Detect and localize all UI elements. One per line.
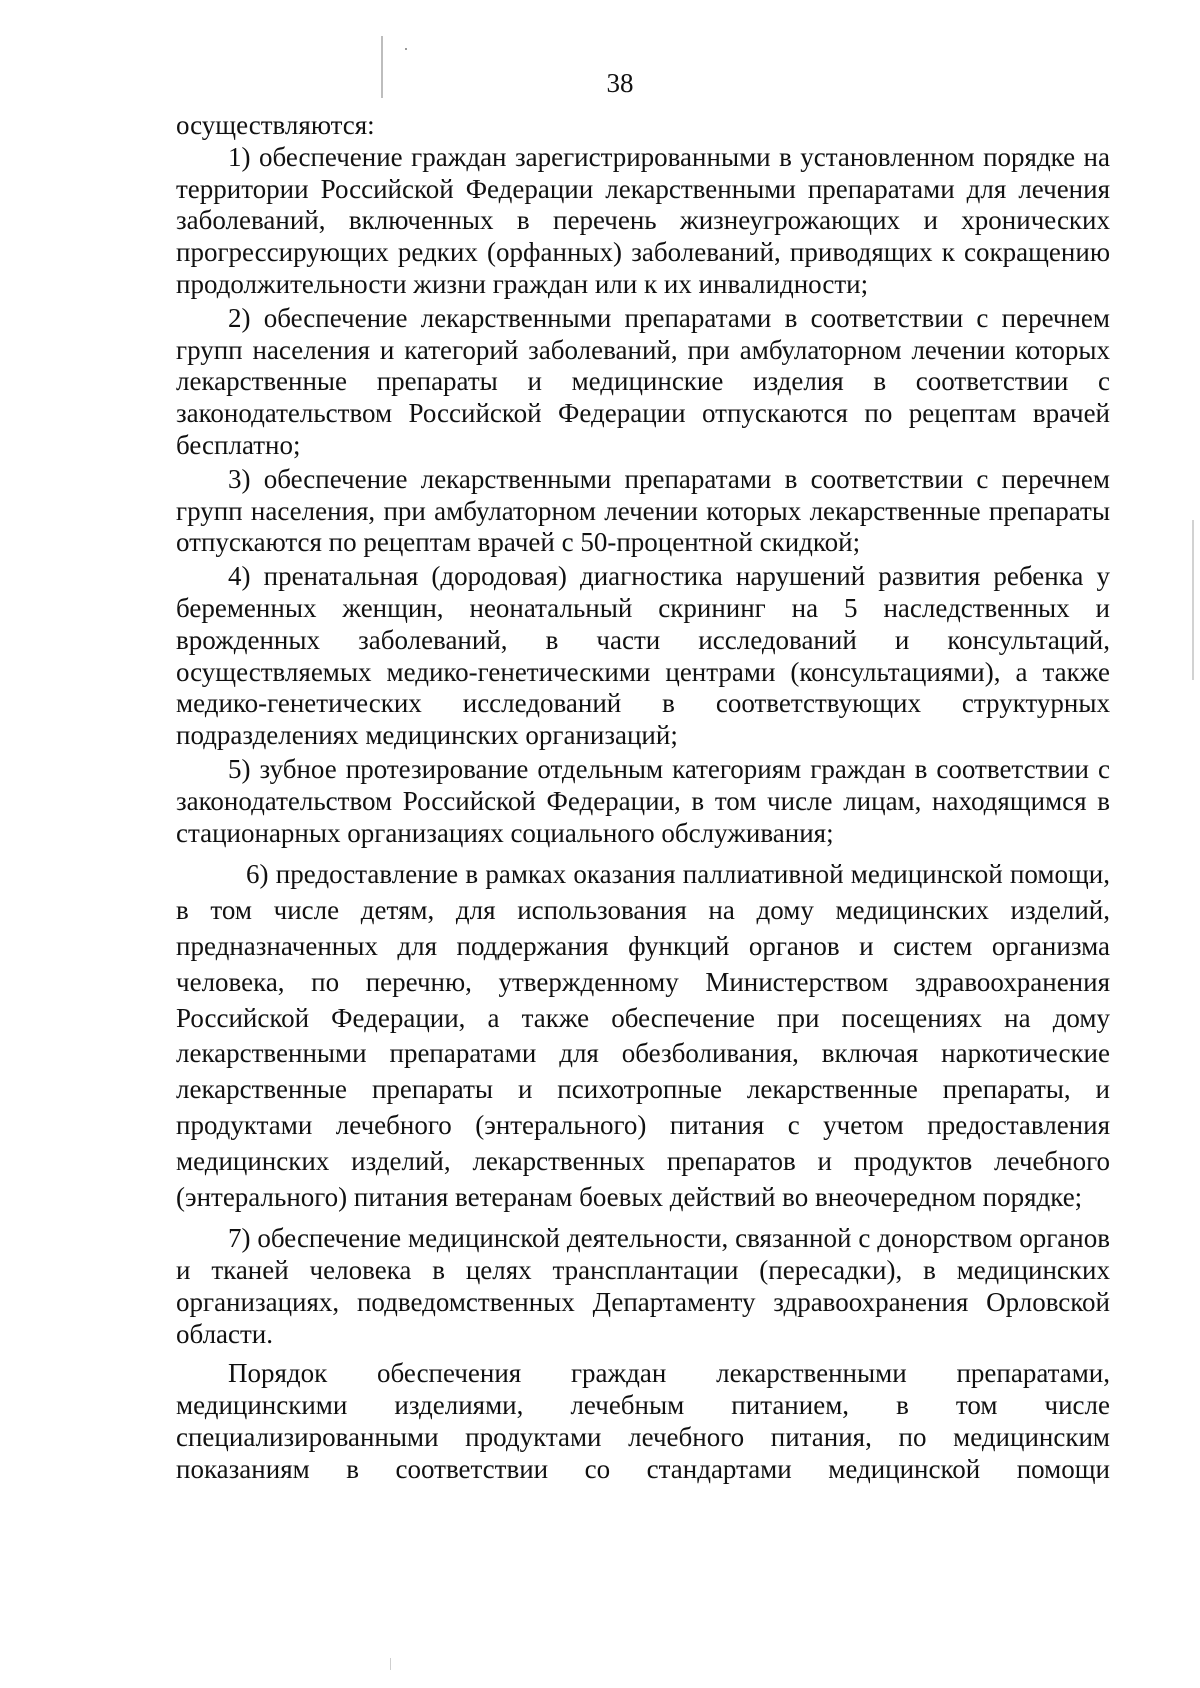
paragraph-item-2: 2) обеспечение лекарственными препаратами в соответствии с перечнем групп населения и категорий заболеваний, при амбулаторном лечении которых лекарственные препараты и медицинские изделия в соответствии с законодательством Российской Федерации отпускаются по рецептам врачей бесплатно; (176, 302, 1110, 460)
scan-artifact-dot (405, 48, 407, 50)
paragraph-item-3: 3) обеспечение лекарственными препаратами в соответствии с перечнем групп населения, при амбулаторном лечении которых лекарственные препараты отпускаются по рецептам врачей с 50-процентной скидкой; (176, 463, 1110, 558)
page-number: 38 (606, 68, 634, 98)
paragraph-intro: осуществляются: (176, 110, 375, 140)
paragraph-item-6: 6) предоставление в рамках оказания паллиативной медицинской помощи, в том числе детям, для использования на дому медицинских изделий, предназначенных для поддержания функций органов и систем организма человека, по перечню, утвержденному Министерством здравоохранения Российской Федерации, а также обеспечение при посещениях на дому лекарственными препаратами для обезболивания, включая наркотические лекарственные препараты и психотропные лекарственные препараты, и продуктами лечебного (энтерального) питания с учетом предоставления медицинских изделий, лекарственных препаратов и продуктов лечебного (энтерального) питания ветеранам боевых действий во внеочередном порядке; (176, 859, 1110, 1212)
paragraph-item-4: 4) пренатальная (дородовая) диагностика нарушений развития ребенка у беременных женщин, неонатальный скрининг на 5 наследственных и врожденных заболеваний, в части исследований и консультаций, осуществляемых медико-генетическими центрами (консультациями), а также медико-генетических исследований в соответствующих структурных подразделениях медицинских организаций; (176, 561, 1110, 751)
scan-artifact-edge (1192, 520, 1194, 680)
scan-artifact-bottom (390, 1658, 391, 1670)
paragraph-item-1: 1) обеспечение граждан зарегистрированными в установленном порядке на территории Российской Федерации лекарственными препаратами для лечения заболеваний, включенных в перечень жизнеугрожающих и хронических прогрессирующих редких (орфанных) заболеваний, приводящих к сокращению продолжительности жизни граждан или к их инвалидности; (176, 141, 1110, 299)
document-body (176, 110, 1110, 1486)
paragraph-item-7: 7) обеспечение медицинской деятельности, связанной с донорством органов и тканей человека в целях трансплантации (пересадки), в медицинских организациях, подведомственных Департаменту здравоохранения Орловской области. (176, 1223, 1110, 1349)
paragraph-item-5: 5) зубное протезирование отдельным категориям граждан в соответствии с законодательством Российской Федерации, в том числе лицам, находящимся в стационарных организациях социального обслуживания; (176, 753, 1110, 848)
paragraph-order: Порядок обеспечения граждан лекарственными препаратами, медицинскими изделиями, лечебным питанием, в том числе специализированными продуктами лечебного питания, по медицинским показаниям в соответствии со стандартами медицинской помощи (176, 1358, 1110, 1484)
